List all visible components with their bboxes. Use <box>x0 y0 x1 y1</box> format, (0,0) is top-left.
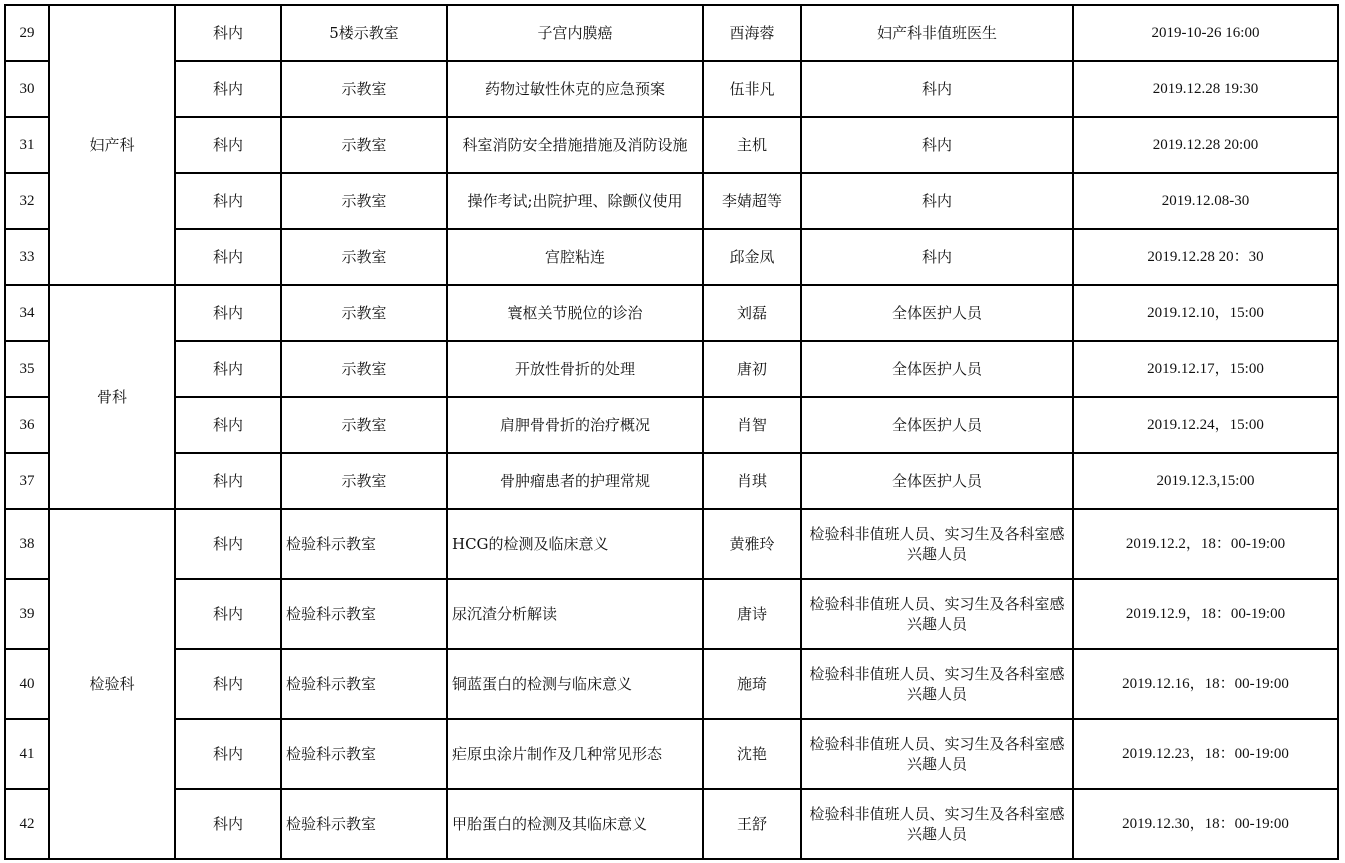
speaker-cell: 李婧超等 <box>703 173 801 229</box>
table-row <box>5 229 1338 285</box>
topic-cell: 骨肿瘤患者的护理常规 <box>447 453 703 509</box>
speaker-cell: 唐诗 <box>703 579 801 649</box>
location-cell: 检验科示教室 <box>281 719 447 789</box>
table-row <box>5 509 1338 579</box>
time-cell: 2019.12.28 20：30 <box>1073 229 1338 285</box>
scope-cell: 科内 <box>175 5 281 61</box>
audience-cell: 科内 <box>801 173 1073 229</box>
time-cell: 2019.12.28 19:30 <box>1073 61 1338 117</box>
scope-cell: 科内 <box>175 649 281 719</box>
topic-cell: 开放性骨折的处理 <box>447 341 703 397</box>
row-number: 35 <box>5 341 49 397</box>
audience-cell: 全体医护人员 <box>801 285 1073 341</box>
speaker-cell: 唐初 <box>703 341 801 397</box>
audience-cell: 检验科非值班人员、实习生及各科室感兴趣人员 <box>801 789 1073 859</box>
speaker-cell: 王舒 <box>703 789 801 859</box>
scope-cell: 科内 <box>175 579 281 649</box>
time-cell: 2019.12.16，18：00-19:00 <box>1073 649 1338 719</box>
scope-cell: 科内 <box>175 229 281 285</box>
row-number: 42 <box>5 789 49 859</box>
time-cell: 2019-10-26 16:00 <box>1073 5 1338 61</box>
time-cell: 2019.12.17，15:00 <box>1073 341 1338 397</box>
time-cell: 2019.12.3,15:00 <box>1073 453 1338 509</box>
scope-cell: 科内 <box>175 453 281 509</box>
row-number: 30 <box>5 61 49 117</box>
location-cell: 检验科示教室 <box>281 509 447 579</box>
speaker-cell: 肖琪 <box>703 453 801 509</box>
row-number: 41 <box>5 719 49 789</box>
speaker-cell: 邱金凤 <box>703 229 801 285</box>
location-cell: 示教室 <box>281 453 447 509</box>
time-cell: 2019.12.08-30 <box>1073 173 1338 229</box>
topic-cell: 子宫内膜癌 <box>447 5 703 61</box>
row-number: 40 <box>5 649 49 719</box>
scope-cell: 科内 <box>175 719 281 789</box>
row-number: 34 <box>5 285 49 341</box>
topic-cell: HCG的检测及临床意义 <box>447 509 703 579</box>
department-cell: 检验科 <box>49 509 175 859</box>
row-number: 29 <box>5 5 49 61</box>
table-row <box>5 285 1338 341</box>
audience-cell: 检验科非值班人员、实习生及各科室感兴趣人员 <box>801 649 1073 719</box>
table-row <box>5 341 1338 397</box>
time-cell: 2019.12.9，18：00-19:00 <box>1073 579 1338 649</box>
topic-cell: 药物过敏性休克的应急预案 <box>447 61 703 117</box>
time-cell: 2019.12.24，15:00 <box>1073 397 1338 453</box>
location-cell: 示教室 <box>281 285 447 341</box>
audience-cell: 检验科非值班人员、实习生及各科室感兴趣人员 <box>801 509 1073 579</box>
audience-cell: 科内 <box>801 61 1073 117</box>
table-row <box>5 649 1338 719</box>
speaker-cell: 伍非凡 <box>703 61 801 117</box>
audience-cell: 科内 <box>801 117 1073 173</box>
speaker-cell: 沈艳 <box>703 719 801 789</box>
topic-cell: 科室消防安全措施措施及消防设施 <box>447 117 703 173</box>
topic-cell: 宫腔粘连 <box>447 229 703 285</box>
scope-cell: 科内 <box>175 509 281 579</box>
scope-cell: 科内 <box>175 341 281 397</box>
topic-cell: 寰枢关节脱位的诊治 <box>447 285 703 341</box>
audience-cell: 科内 <box>801 229 1073 285</box>
topic-cell: 铜蓝蛋白的检测与临床意义 <box>447 649 703 719</box>
topic-cell: 操作考试;出院护理、除颤仪使用 <box>447 173 703 229</box>
location-cell: 检验科示教室 <box>281 579 447 649</box>
speaker-cell: 黄雅玲 <box>703 509 801 579</box>
audience-cell: 妇产科非值班医生 <box>801 5 1073 61</box>
location-cell: 示教室 <box>281 117 447 173</box>
department-cell: 妇产科 <box>49 5 175 285</box>
speaker-cell: 酉海蓉 <box>703 5 801 61</box>
scope-cell: 科内 <box>175 117 281 173</box>
table-row <box>5 453 1338 509</box>
time-cell: 2019.12.28 20:00 <box>1073 117 1338 173</box>
training-schedule-table <box>4 4 1339 860</box>
table-row <box>5 789 1338 859</box>
row-number: 36 <box>5 397 49 453</box>
audience-cell: 检验科非值班人员、实习生及各科室感兴趣人员 <box>801 719 1073 789</box>
scope-cell: 科内 <box>175 789 281 859</box>
time-cell: 2019.12.23，18：00-19:00 <box>1073 719 1338 789</box>
audience-cell: 全体医护人员 <box>801 453 1073 509</box>
row-number: 38 <box>5 509 49 579</box>
scope-cell: 科内 <box>175 173 281 229</box>
audience-cell: 全体医护人员 <box>801 397 1073 453</box>
location-cell: 5楼示教室 <box>281 5 447 61</box>
audience-cell: 检验科非值班人员、实习生及各科室感兴趣人员 <box>801 579 1073 649</box>
topic-cell: 甲胎蛋白的检测及其临床意义 <box>447 789 703 859</box>
time-cell: 2019.12.10，15:00 <box>1073 285 1338 341</box>
time-cell: 2019.12.30，18：00-19:00 <box>1073 789 1338 859</box>
table-row <box>5 61 1338 117</box>
topic-cell: 疟原虫涂片制作及几种常见形态 <box>447 719 703 789</box>
scope-cell: 科内 <box>175 61 281 117</box>
row-number: 32 <box>5 173 49 229</box>
topic-cell: 尿沉渣分析解读 <box>447 579 703 649</box>
scope-cell: 科内 <box>175 397 281 453</box>
location-cell: 检验科示教室 <box>281 649 447 719</box>
table-row <box>5 173 1338 229</box>
location-cell: 示教室 <box>281 229 447 285</box>
location-cell: 检验科示教室 <box>281 789 447 859</box>
row-number: 39 <box>5 579 49 649</box>
speaker-cell: 肖智 <box>703 397 801 453</box>
location-cell: 示教室 <box>281 341 447 397</box>
department-cell: 骨科 <box>49 285 175 509</box>
table-row <box>5 397 1338 453</box>
location-cell: 示教室 <box>281 397 447 453</box>
speaker-cell: 施琦 <box>703 649 801 719</box>
table-row <box>5 5 1338 61</box>
speaker-cell: 主机 <box>703 117 801 173</box>
location-cell: 示教室 <box>281 173 447 229</box>
location-cell: 示教室 <box>281 61 447 117</box>
row-number: 33 <box>5 229 49 285</box>
table-row <box>5 117 1338 173</box>
speaker-cell: 刘磊 <box>703 285 801 341</box>
time-cell: 2019.12.2，18：00-19:00 <box>1073 509 1338 579</box>
table-row <box>5 719 1338 789</box>
audience-cell: 全体医护人员 <box>801 341 1073 397</box>
row-number: 31 <box>5 117 49 173</box>
scope-cell: 科内 <box>175 285 281 341</box>
row-number: 37 <box>5 453 49 509</box>
topic-cell: 肩胛骨骨折的治疗概况 <box>447 397 703 453</box>
table-row <box>5 579 1338 649</box>
